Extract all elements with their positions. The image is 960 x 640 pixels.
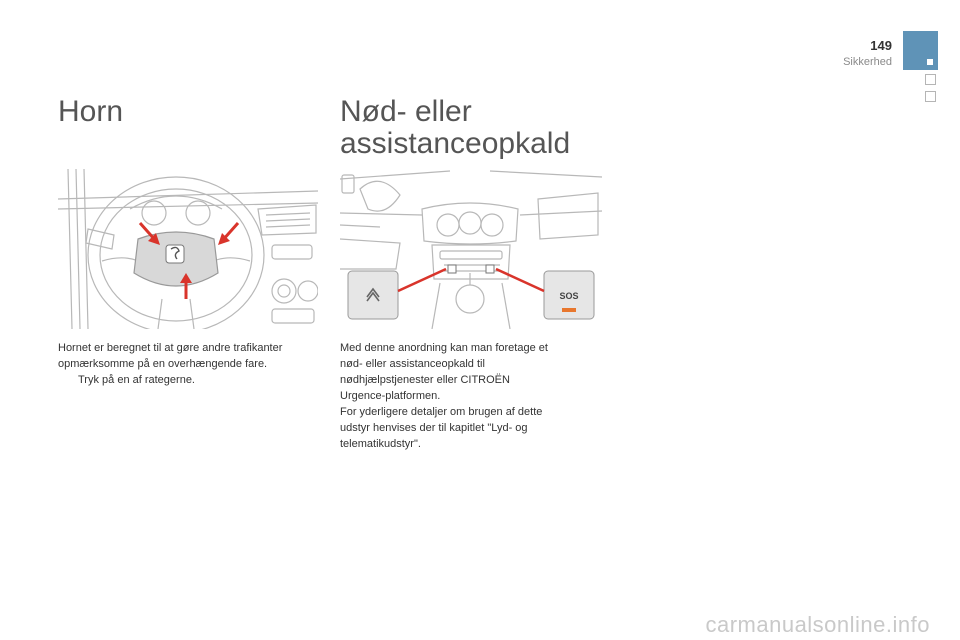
- checkbox-bullet-icon: [58, 372, 78, 388]
- emergency-heading: [340, 96, 570, 160]
- sos-button-label: SOS: [559, 291, 579, 301]
- emergency-heading-line1: Nød- eller: [340, 95, 472, 128]
- horn-paragraph: Hornet er beregnet til at gøre andre trafikanter opmærksomme på en overhængende fare.: [58, 342, 283, 370]
- emergency-dashboard-illustration: [340, 169, 602, 329]
- horn-steering-wheel-illustration: [58, 169, 318, 329]
- tab-marker-icon: [927, 59, 933, 65]
- emergency-heading-line2: assistanceopkald: [340, 127, 571, 160]
- emergency-line: Med denne anordning kan man foretage et: [340, 342, 548, 354]
- emergency-line: For yderligere detaljer om brugen af dette: [340, 406, 543, 418]
- horn-text: [58, 340, 320, 388]
- chapter-tab[interactable]: [925, 91, 936, 102]
- chapter-tab-active[interactable]: [903, 31, 938, 70]
- emergency-line: nødhjælpstjenester eller CITROËN: [340, 374, 510, 386]
- emergency-text: [340, 340, 602, 452]
- emergency-line: udstyr henvises der til kapitlet "Lyd- og: [340, 422, 528, 434]
- section-name: Sikkerhed: [843, 56, 892, 68]
- emergency-line: Urgence-platformen.: [340, 390, 441, 402]
- horn-instruction-text: Tryk på en af rategerne.: [78, 374, 195, 386]
- horn-heading: Horn: [58, 95, 124, 128]
- horn-instruction: [58, 372, 320, 388]
- chapter-tab[interactable]: [925, 74, 936, 85]
- watermark: carmanualsonline.info: [705, 612, 930, 637]
- emergency-line: nød- eller assistanceopkald til: [340, 358, 485, 370]
- emergency-line: telematikudstyr".: [340, 438, 421, 450]
- page-number: 149: [870, 38, 892, 53]
